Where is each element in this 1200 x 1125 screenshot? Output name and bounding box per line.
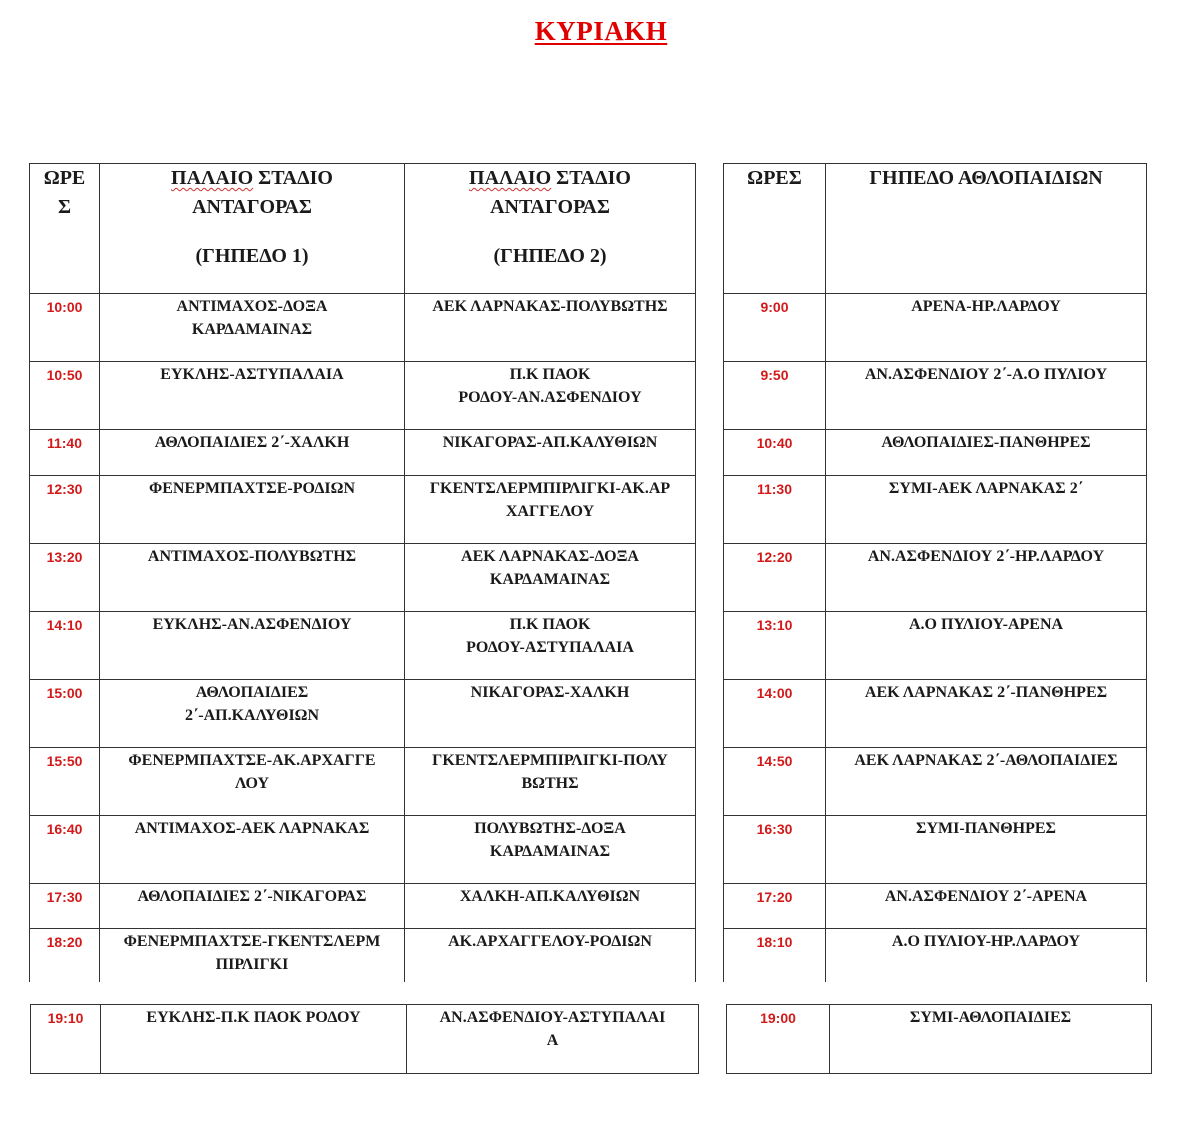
time-cell: 16:30 — [724, 816, 826, 884]
table-row — [30, 748, 696, 816]
match-line: ΑΕΚ ΛΑΡΝΑΚΑΣ-ΔΟΞΑ — [461, 548, 639, 565]
match-cell-field-2 — [405, 430, 696, 476]
table-row — [727, 1005, 1152, 1074]
match-line: ΓΚΕΝΤΣΛΕΡΜΠΙΡΛΙΓΚΙ-ΠΟΛΥ — [432, 752, 668, 769]
time-cell: 13:10 — [724, 612, 826, 680]
header-time-line1: ΩΡΕ — [43, 167, 86, 189]
match-cell — [826, 929, 1147, 982]
match-line: ΦΕΝΕΡΜΠΑΧΤΣΕ-ΡΟΔΙΩΝ — [148, 480, 356, 497]
match-line: ΑΘΛΟΠΑΙΔΙΕΣ 2΄-ΝΙΚΑΓΟΡΑΣ — [137, 888, 367, 905]
match-cell-field-2 — [407, 1005, 699, 1074]
time-cell: 9:50 — [724, 362, 826, 430]
table-row — [724, 476, 1147, 544]
match-cell — [826, 430, 1147, 476]
time-cell: 9:00 — [724, 294, 826, 362]
table-row — [724, 680, 1147, 748]
time-cell: 10:00 — [30, 294, 100, 362]
table-row — [30, 362, 696, 430]
match-cell-field-1 — [101, 1005, 407, 1074]
match-line: Α.Ο ΠΥΛΙΟΥ-ΑΡΕΝΑ — [908, 616, 1064, 633]
header-field: ΓΗΠΕΔΟ ΑΘΛΟΠΑΙΔΙΩΝ — [826, 164, 1147, 294]
time-cell: 12:20 — [724, 544, 826, 612]
match-cell — [826, 680, 1147, 748]
schedule-table-athlopaidion — [723, 163, 1147, 982]
time-cell: 15:00 — [30, 680, 100, 748]
table-row — [724, 929, 1147, 982]
header-field-2-line2: ΑΝΤΑΓΟΡΑΣ — [490, 196, 610, 218]
match-cell — [826, 884, 1147, 929]
match-cell-field-1 — [100, 476, 405, 544]
match-cell-field-1 — [100, 748, 405, 816]
schedule-table-antagoras-last — [30, 1004, 699, 1074]
match-line: ΕΥΚΛΗΣ-ΑΝ.ΑΣΦΕΝΔΙΟΥ — [152, 616, 352, 633]
table-row — [724, 748, 1147, 816]
header-field-1 — [100, 164, 405, 294]
match-line: ΚΑΡΔΑΜΑΙΝΑΣ — [191, 321, 313, 338]
header-field-1-line1: ΠΑΛΑΙΟ ΣΤΑΔΙΟ — [171, 167, 333, 189]
match-line: Π.Κ ΠΑΟΚ — [509, 616, 591, 633]
table-header-row — [30, 164, 696, 294]
match-line: ΑΝ.ΑΣΦΕΝΔΙΟΥ 2΄-ΗΡ.ΛΑΡΔΟΥ — [867, 548, 1105, 565]
match-cell-field-1 — [100, 362, 405, 430]
time-cell: 17:20 — [724, 884, 826, 929]
match-line: ΑΝ.ΑΣΦΕΝΔΙΟΥ 2΄-Α.Ο ΠΥΛΙΟΥ — [864, 366, 1108, 383]
time-cell: 11:40 — [30, 430, 100, 476]
match-cell — [826, 816, 1147, 884]
table-row — [30, 612, 696, 680]
schedule-table-athlopaidion-last — [726, 1004, 1152, 1074]
match-line: ΦΕΝΕΡΜΠΑΧΤΣΕ-ΑΚ.ΑΡΧΑΓΓΕ — [128, 752, 376, 769]
time-cell: 14:10 — [30, 612, 100, 680]
match-line: Α.Ο ΠΥΛΙΟΥ-ΗΡ.ΛΑΡΔΟΥ — [891, 933, 1081, 950]
header-field-2-line1: ΠΑΛΑΙΟ ΣΤΑΔΙΟ — [469, 167, 631, 189]
table-row — [724, 816, 1147, 884]
schedule-table-antagoras — [29, 163, 696, 982]
match-cell-field-2 — [405, 816, 696, 884]
match-cell-field-2 — [405, 884, 696, 929]
match-cell — [830, 1005, 1152, 1074]
header-time: ΩΡΕΣ — [724, 164, 826, 294]
match-line: ΑΕΚ ΛΑΡΝΑΚΑΣ 2΄-ΠΑΝΘΗΡΕΣ — [864, 684, 1108, 701]
match-cell-field-1 — [100, 884, 405, 929]
table-row — [30, 294, 696, 362]
match-line: ΑΘΛΟΠΑΙΔΙΕΣ 2΄-ΧΑΛΚΗ — [154, 434, 350, 451]
match-line: ΑΕΚ ΛΑΡΝΑΚΑΣ-ΠΟΛΥΒΩΤΗΣ — [432, 298, 668, 315]
header-field-1-line2: ΑΝΤΑΓΟΡΑΣ — [192, 196, 312, 218]
match-line: ΡΟΔΟΥ-ΑΣΤΥΠΑΛΑΙΑ — [466, 639, 634, 656]
match-cell — [826, 748, 1147, 816]
match-cell-field-2 — [405, 680, 696, 748]
match-line: ΣΥΜΙ-ΑΕΚ ΛΑΡΝΑΚΑΣ 2΄ — [888, 480, 1084, 497]
table-row — [724, 884, 1147, 929]
match-line: 2΄-ΑΠ.ΚΑΛΥΘΙΩΝ — [184, 707, 320, 724]
match-line: ΑΝ.ΑΣΦΕΝΔΙΟΥ-ΑΣΤΥΠΑΛΑΙ — [439, 1009, 666, 1026]
match-line: ΣΥΜΙ-ΑΘΛΟΠΑΙΔΙΕΣ — [909, 1009, 1072, 1026]
match-line: ΣΥΜΙ-ΠΑΝΘΗΡΕΣ — [915, 820, 1057, 837]
table-row — [30, 929, 696, 982]
match-line: ΑΝΤΙΜΑΧΟΣ-ΑΕΚ ΛΑΡΝΑΚΑΣ — [134, 820, 370, 837]
match-cell-field-2 — [405, 476, 696, 544]
time-cell: 19:10 — [31, 1005, 101, 1074]
table-row — [31, 1005, 699, 1074]
match-line: ΑΝΤΙΜΑΧΟΣ-ΔΟΞΑ — [176, 298, 328, 315]
time-cell: 14:00 — [724, 680, 826, 748]
match-line: ΝΙΚΑΓΟΡΑΣ-ΧΑΛΚΗ — [470, 684, 630, 701]
match-cell-field-2 — [405, 362, 696, 430]
match-line: ΦΕΝΕΡΜΠΑΧΤΣΕ-ΓΚΕΝΤΣΛΕΡΜ — [123, 933, 381, 950]
match-cell — [826, 476, 1147, 544]
header-field-2-line3: (ΓΗΠΕΔΟ 2) — [493, 245, 607, 267]
match-cell-field-1 — [100, 430, 405, 476]
time-cell: 11:30 — [724, 476, 826, 544]
table-row — [30, 884, 696, 929]
match-cell-field-1 — [100, 680, 405, 748]
match-cell-field-1 — [100, 612, 405, 680]
time-cell: 10:40 — [724, 430, 826, 476]
time-cell: 17:30 — [30, 884, 100, 929]
match-line: ΚΑΡΔΑΜΑΙΝΑΣ — [489, 571, 611, 588]
table-row — [30, 816, 696, 884]
table-row — [724, 294, 1147, 362]
match-cell-field-2 — [405, 612, 696, 680]
match-line: ΧΑΓΓΕΛΟΥ — [505, 503, 595, 520]
header-field-2 — [405, 164, 696, 294]
time-cell: 13:20 — [30, 544, 100, 612]
header-field-2-word1: ΠΑΛΑΙΟ — [469, 167, 552, 189]
time-cell: 14:50 — [724, 748, 826, 816]
match-line: ΑΡΕΝΑ-ΗΡ.ΛΑΡΔΟΥ — [911, 298, 1061, 315]
time-cell: 18:10 — [724, 929, 826, 982]
match-cell-field-2 — [405, 294, 696, 362]
match-cell-field-2 — [405, 748, 696, 816]
header-time — [30, 164, 100, 294]
match-cell — [826, 294, 1147, 362]
table-row — [724, 362, 1147, 430]
time-cell: 10:50 — [30, 362, 100, 430]
match-line: ΑΘΛΟΠΑΙΔΙΕΣ-ΠΑΝΘΗΡΕΣ — [881, 434, 1091, 451]
match-cell-field-1 — [100, 544, 405, 612]
table-row — [30, 476, 696, 544]
match-line: ΡΟΔΟΥ-ΑΝ.ΑΣΦΕΝΔΙΟΥ — [458, 389, 642, 406]
match-line: ΑΚ.ΑΡΧΑΓΓΕΛΟΥ-ΡΟΔΙΩΝ — [448, 933, 652, 950]
table-row — [724, 612, 1147, 680]
match-line: ΕΥΚΛΗΣ-Π.Κ ΠΑΟΚ ΡΟΔΟΥ — [146, 1009, 361, 1026]
match-line: ΓΚΕΝΤΣΛΕΡΜΠΙΡΛΙΓΚΙ-ΑΚ.ΑΡ — [429, 480, 671, 497]
table-row — [30, 680, 696, 748]
match-line: ΛΟΥ — [234, 775, 270, 792]
match-cell-field-2 — [405, 929, 696, 982]
table-row — [30, 544, 696, 612]
header-field-1-word1: ΠΑΛΑΙΟ — [171, 167, 254, 189]
match-cell — [826, 544, 1147, 612]
table-row — [30, 430, 696, 476]
time-cell: 18:20 — [30, 929, 100, 982]
match-line: ΑΘΛΟΠΑΙΔΙΕΣ — [195, 684, 309, 701]
table-row — [724, 430, 1147, 476]
match-cell-field-2 — [405, 544, 696, 612]
match-line: ΕΥΚΛΗΣ-ΑΣΤΥΠΑΛΑΙΑ — [160, 366, 344, 383]
match-line: ΠΟΛΥΒΩΤΗΣ-ΔΟΞΑ — [474, 820, 626, 837]
match-line: ΑΝΤΙΜΑΧΟΣ-ΠΟΛΥΒΩΤΗΣ — [147, 548, 357, 565]
match-cell-field-1 — [100, 294, 405, 362]
match-cell — [826, 362, 1147, 430]
table-row — [724, 544, 1147, 612]
match-line: ΒΩΤΗΣ — [521, 775, 579, 792]
table-header-row — [724, 164, 1147, 294]
match-line: ΧΑΛΚΗ-ΑΠ.ΚΑΛΥΘΙΩΝ — [459, 888, 641, 905]
match-cell — [826, 612, 1147, 680]
match-line: Α — [546, 1032, 559, 1049]
header-field-1-line3: (ΓΗΠΕΔΟ 1) — [195, 245, 309, 267]
match-line: ΑΕΚ ΛΑΡΝΑΚΑΣ 2΄-ΑΘΛΟΠΑΙΔΙΕΣ — [854, 752, 1118, 769]
header-time-line2: Σ — [57, 196, 72, 218]
match-cell-field-1 — [100, 816, 405, 884]
time-cell: 12:30 — [30, 476, 100, 544]
time-cell: 16:40 — [30, 816, 100, 884]
match-cell-field-1 — [100, 929, 405, 982]
match-line: ΠΙΡΛΙΓΚΙ — [215, 956, 289, 973]
match-line: ΑΝ.ΑΣΦΕΝΔΙΟΥ 2΄-ΑΡΕΝΑ — [884, 888, 1088, 905]
page-title: ΚΥΡΙΑΚΗ — [534, 16, 668, 46]
match-line: ΝΙΚΑΓΟΡΑΣ-ΑΠ.ΚΑΛΥΘΙΩΝ — [442, 434, 658, 451]
time-cell: 19:00 — [727, 1005, 830, 1074]
match-line: ΚΑΡΔΑΜΑΙΝΑΣ — [489, 843, 611, 860]
match-line: Π.Κ ΠΑΟΚ — [509, 366, 591, 383]
time-cell: 15:50 — [30, 748, 100, 816]
